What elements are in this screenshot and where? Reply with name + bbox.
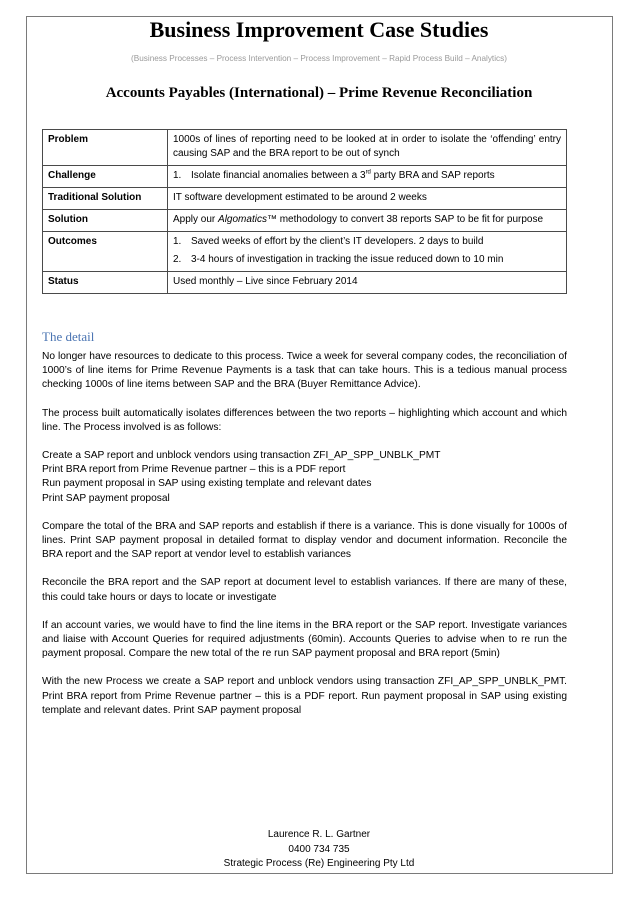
- paragraph: The process built automatically isolates differences between the two reports – highlighting which account and which line. The Process involved is as follows:: [42, 407, 567, 433]
- paragraph: If an account varies, we would have to find the line items in the BRA report or the SAP report. Investigate variances and liaise with Account Queries for required adjustments (60min). Accounts Queries to advise when to re run the payment proposal. Compare the new total of the re run SAP payment proposal and BRA report (5min): [42, 619, 567, 660]
- solution-label: Solution: [43, 210, 168, 232]
- list-item: [173, 169, 561, 183]
- paragraph: No longer have resources to dedicate to this process. Twice a week for several company codes, the reconciliation of 1000’s of line items for Prime Revenue Payments is a task that can take hours. This is a tedious manual process checking 1000s of line items between SAP and the BRA (Buyer Remittance Advice).: [42, 351, 567, 391]
- author-name: Laurence R. L. Gartner: [267, 829, 371, 840]
- table-row-challenge: [43, 166, 567, 188]
- paragraph: Compare the total of the BRA and SAP reports and establish if there is a variance. This is done visually for 1000s of lines. Print SAP payment proposal in detailed format to display vendor and document information. Reconcile the BRA report and the SAP report at vendor level to establish variances: [42, 520, 567, 561]
- company-name: Strategic Process (Re) Engineering Pty Ltd: [223, 858, 415, 869]
- solution-text: [168, 210, 567, 232]
- summary-table: [42, 129, 567, 294]
- list-item: [173, 253, 561, 267]
- methodology-brand: Algomatics™: [218, 214, 277, 225]
- process-step: Run payment proposal in SAP using existing template and relevant dates: [42, 478, 372, 490]
- list-number: 1.: [173, 170, 182, 181]
- outcome-text: 3-4 hours of investigation in tracking the issue reduced down to 10 min: [191, 254, 504, 265]
- footer: [0, 828, 638, 872]
- outcomes-cell: [168, 232, 567, 272]
- traditional-solution-label: Traditional Solution: [43, 188, 168, 210]
- process-step: Create a SAP report and unblock vendors using transaction ZFI_AP_SPP_UNBLK_PMT: [42, 450, 441, 462]
- list-number: 2.: [173, 254, 182, 265]
- list-number: 1.: [173, 236, 182, 247]
- table-row-traditional-solution: [43, 188, 567, 210]
- document-title: Business Improvement Case Studies: [149, 17, 489, 42]
- status-text: Used monthly – Live since February 2014: [168, 272, 567, 294]
- table-row-status: [43, 272, 567, 294]
- challenge-text-part: party BRA and SAP reports: [370, 170, 495, 181]
- table-row-problem: [43, 130, 567, 166]
- challenge-label: Challenge: [43, 166, 168, 188]
- outcomes-label: Outcomes: [43, 232, 168, 272]
- detail-body: [42, 350, 567, 732]
- case-study-title: Accounts Payables (International) – Prime Revenue Reconciliation: [105, 85, 533, 101]
- problem-text: 1000s of lines of reporting need to be looked at in order to isolate the ‘offending’ entry causing SAP and the BRA report to be out of synch: [168, 130, 567, 166]
- solution-text-part: methodology to convert 38 reports SAP to be fit for purpose: [276, 214, 544, 225]
- paragraph: With the new Process we create a SAP report and unblock vendors using transaction ZFI_AP_SPP_UNBLK_PMT. Print BRA report from Prime Revenue partner – this is a PDF report. Run payment proposal in SAP using existing template and relevant dates. Print SAP payment proposal: [42, 676, 567, 716]
- status-label: Status: [43, 272, 168, 294]
- process-steps: [42, 449, 567, 506]
- problem-label: Problem: [43, 130, 168, 166]
- table-row-solution: [43, 210, 567, 232]
- process-step: Print SAP payment proposal: [42, 492, 170, 504]
- detail-heading: The detail: [42, 329, 95, 344]
- ordinal-suffix: rd: [365, 169, 371, 176]
- document-subtitle: (Business Processes – Process Intervention – Process Improvement – Rapid Process Build – Analytics): [131, 54, 507, 63]
- solution-text-part: Apply our: [173, 214, 219, 225]
- challenge-cell: [168, 166, 567, 188]
- process-step: Print BRA report from Prime Revenue partner – this is a PDF report: [42, 464, 346, 476]
- outcome-text: Saved weeks of effort by the client’s IT developers. 2 days to build: [191, 236, 484, 247]
- author-phone: 0400 734 735: [288, 843, 350, 855]
- challenge-text-part: Isolate financial anomalies between a 3: [191, 170, 366, 181]
- list-item: [173, 235, 561, 249]
- traditional-solution-text: IT software development estimated to be around 2 weeks: [168, 188, 567, 210]
- paragraph: Reconcile the BRA report and the SAP report at document level to establish variances. If there are many of these, this could take hours or days to locate or investigate: [42, 577, 567, 603]
- challenge-text: [191, 169, 495, 183]
- table-row-outcomes: [43, 232, 567, 272]
